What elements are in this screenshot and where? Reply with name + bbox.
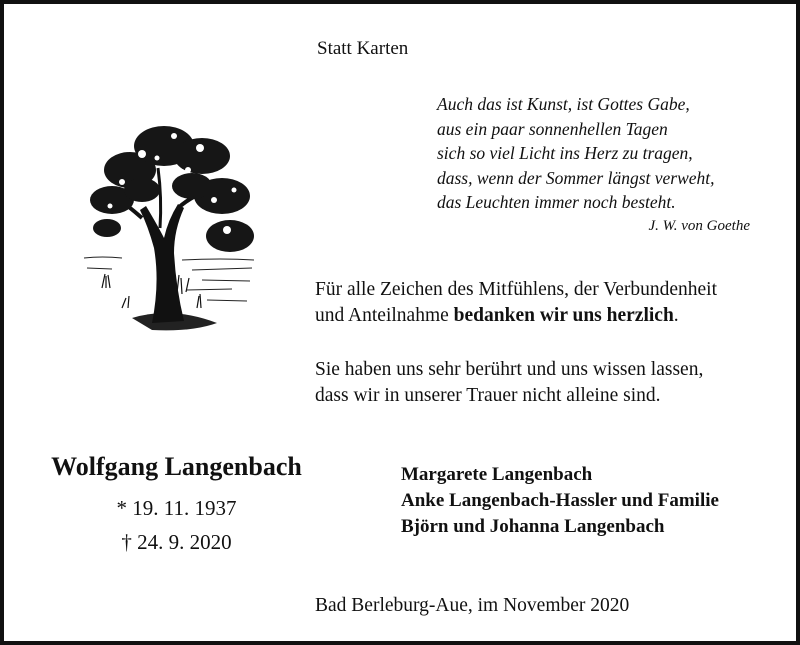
poem-author: J. W. von Goethe	[648, 218, 750, 234]
thanks-line	[315, 303, 717, 329]
death-date: † 24. 9. 2020	[121, 530, 232, 554]
thanks-period: .	[673, 305, 679, 326]
poem-line: sich so viel Licht ins Herz zu tragen,	[437, 143, 693, 163]
poem-line: dass, wenn der Sommer längst verweht,	[437, 167, 715, 188]
message-line: Sie haben uns sehr berührt und uns wissen lassen,	[315, 359, 704, 380]
family-member: Anke Langenbach-Hassler und Familie	[401, 490, 719, 511]
poem-line: das Leuchten immer noch besteht.	[437, 192, 676, 212]
poem	[437, 92, 715, 215]
header-title: Statt Karten	[317, 38, 409, 59]
poem-line: Auch das ist Kunst, ist Gottes Gabe,	[437, 94, 690, 114]
thanks-paragraph	[315, 277, 717, 329]
thanks-emphasis: bedanken wir uns herzlich	[453, 305, 674, 326]
message-line: dass wir in unserer Trauer nicht alleine sind.	[315, 385, 661, 406]
family-member: Björn und Johanna Langenbach	[401, 516, 665, 537]
tree-illustration-icon	[82, 108, 257, 338]
family-list	[401, 462, 719, 540]
birth-date: * 19. 11. 1937	[116, 496, 237, 520]
thanks-text: und Anteilnahme	[315, 305, 454, 326]
poem-line: aus ein paar sonnenhellen Tagen	[437, 118, 668, 139]
message-paragraph	[315, 357, 703, 409]
family-member: Margarete Langenbach	[401, 464, 593, 485]
deceased-name: Wolfgang Langenbach	[51, 452, 302, 481]
place-date: Bad Berleburg-Aue, im November 2020	[315, 595, 630, 616]
thanks-line: Für alle Zeichen des Mitfühlens, der Verbundenheit	[315, 279, 717, 300]
